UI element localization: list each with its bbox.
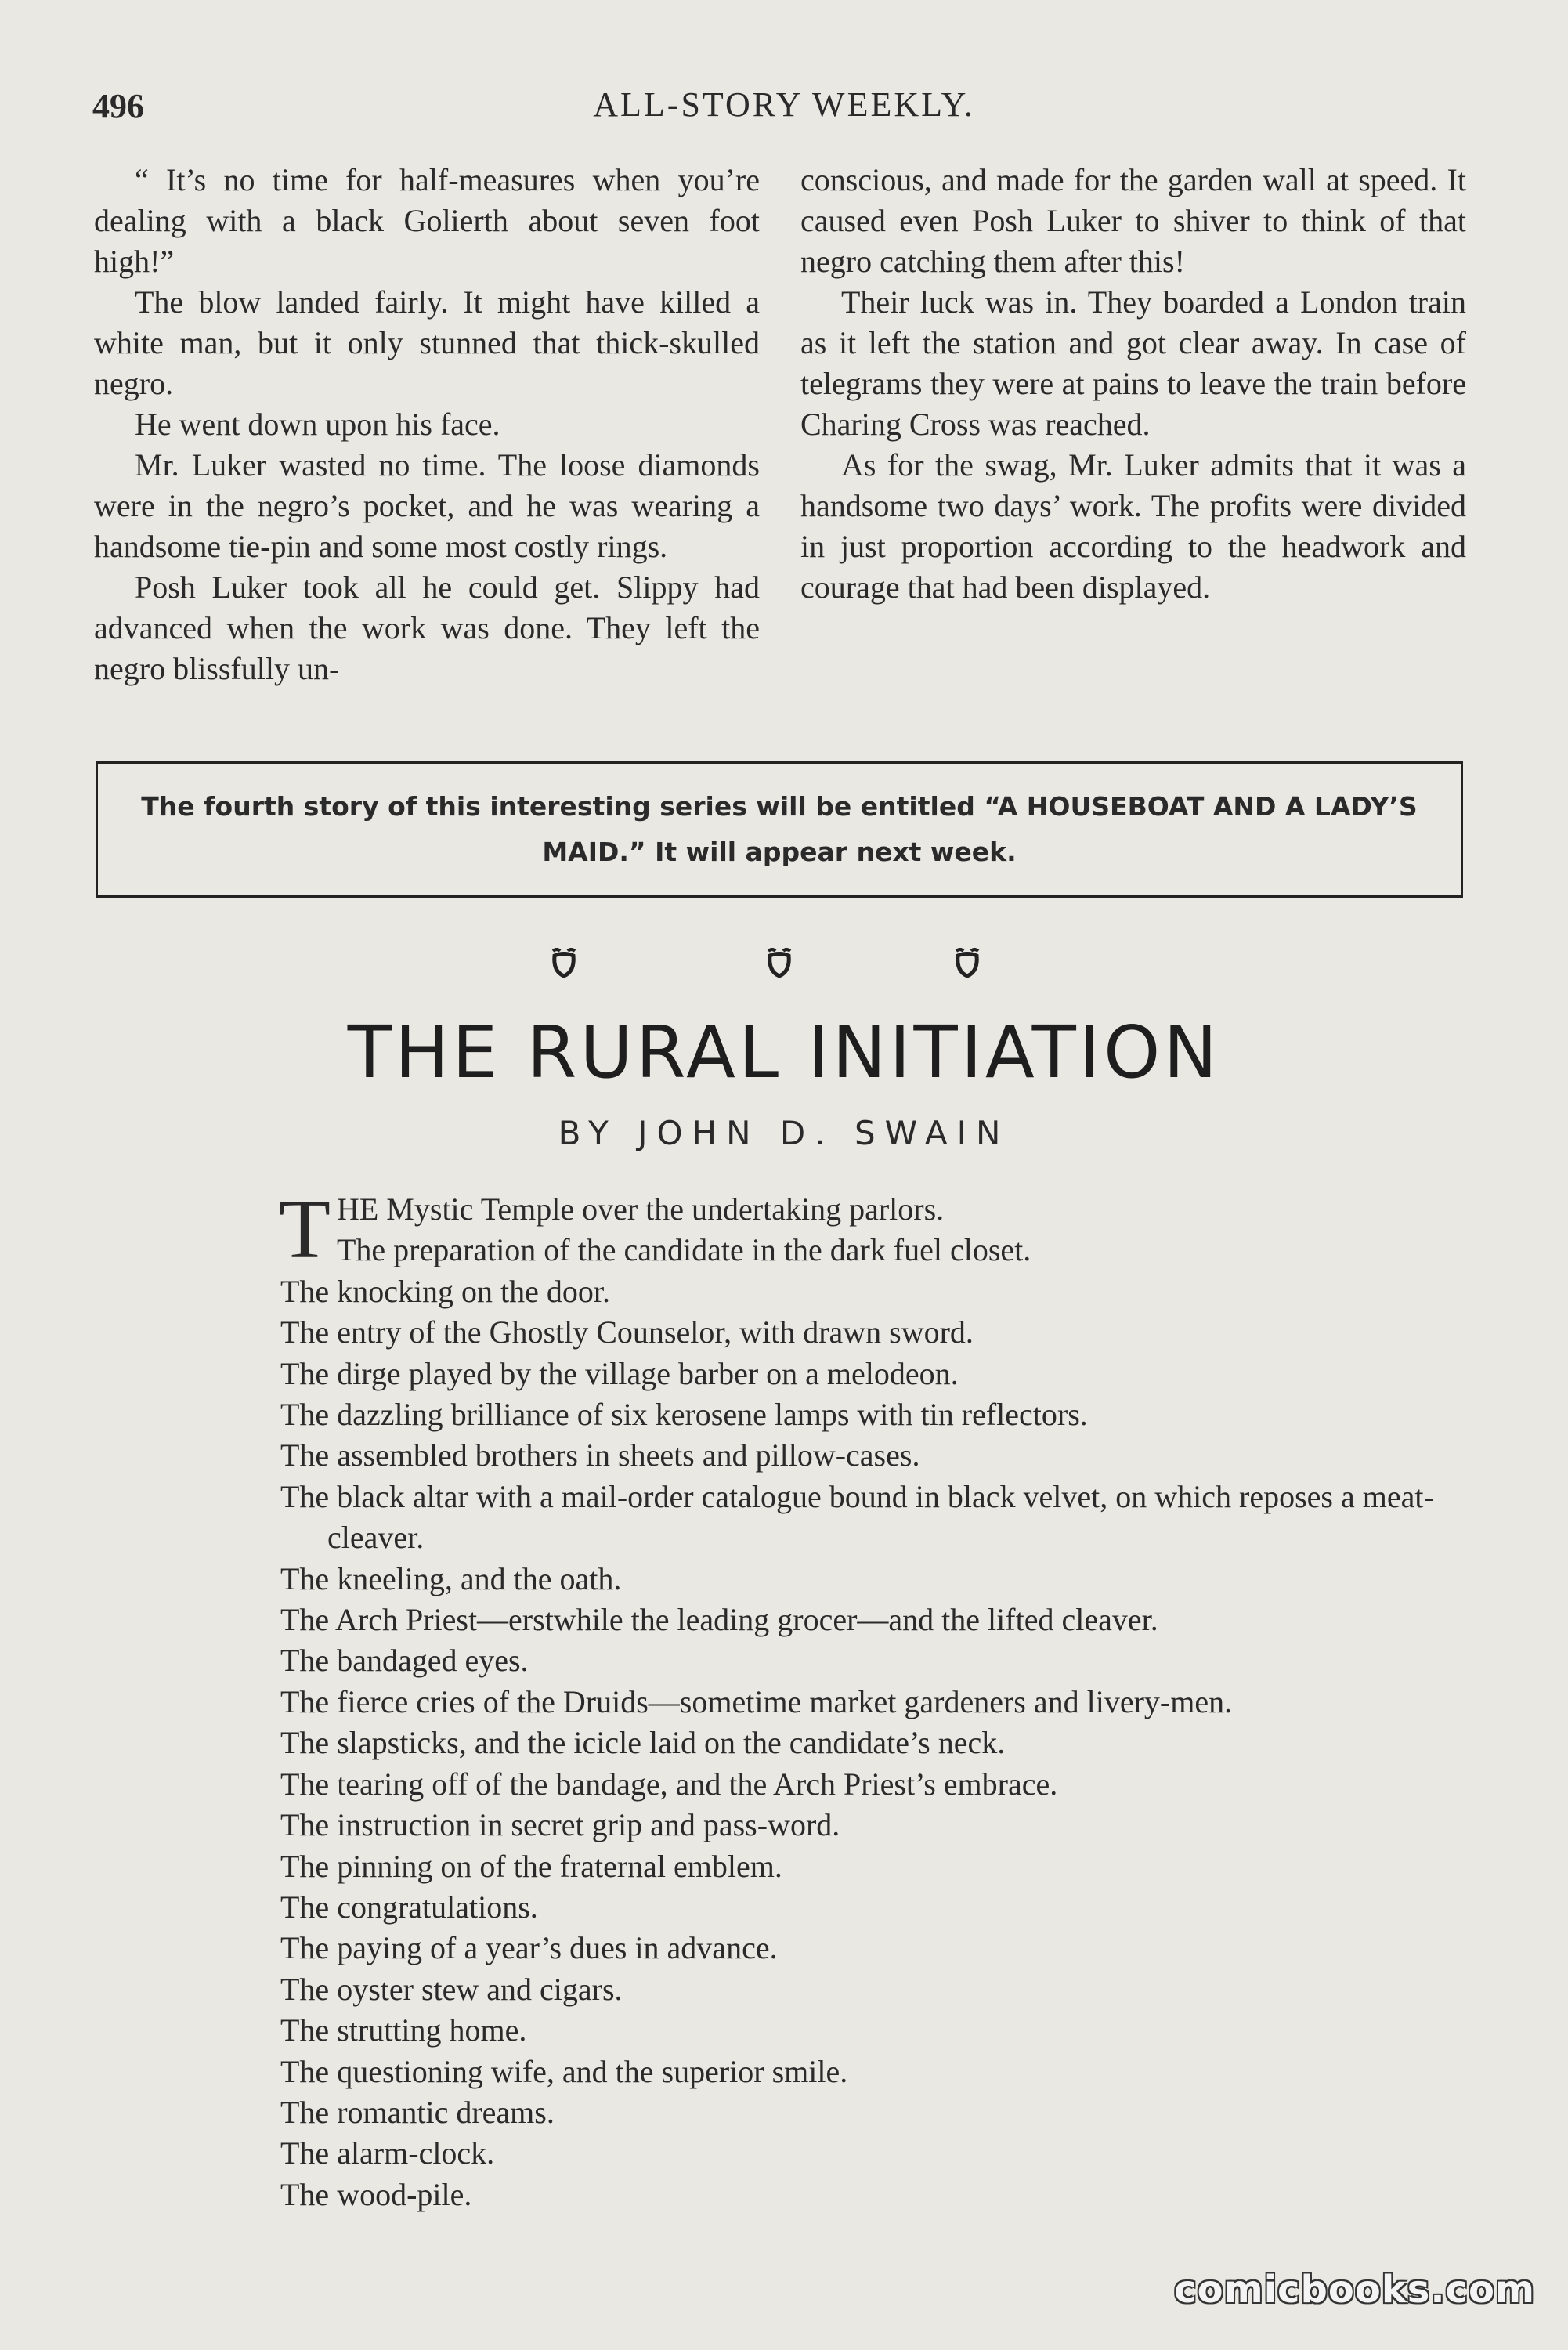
page-number: 496 [92,87,144,125]
story-line: The Arch Priest—erstwhile the leading grocer—and the lifted cleaver. [280,1602,1158,1638]
paragraph: conscious, and made for the garden wall at speed. It caused even Posh Luker to shiver to think of that negro catching them after this! [800,162,1466,279]
story-line: The instruction in secret grip and pass-word. [280,1807,840,1843]
paragraph: The blow landed fairly. It might have killed a white man, but it only stunned that thick-skulled negro. [94,284,760,401]
notice-text: The fourth story of this interesting series will be entitled “A HOUSEBOAT AND A LADY’S MAID.” It will appear next week. [141,791,1418,867]
ornament-icon [551,948,577,979]
story-line: The questioning wife, and the superior smile. [280,2053,848,2089]
ornament-icon [766,948,793,979]
watermark: comicbooks.com [1174,2268,1535,2312]
story-line: The entry of the Ghostly Counselor, with drawn sword. [280,1314,974,1350]
story-line: The paying of a year’s dues in advance. [280,1930,778,1966]
story-body [279,1183,1479,2215]
byline: BY JOHN D. SWAIN [558,1114,1010,1152]
first-line [279,1183,1479,1276]
story-line: The knocking on the door. [280,1273,611,1309]
story-line: The black altar with a mail-order catalogue bound in black velvet, on which reposes a meat-cleaver. [280,1478,1434,1556]
ornament-icon [954,948,981,979]
story-line: The strutting home. [280,2012,527,2048]
story-line: The fierce cries of the Druids—sometime market gardeners and livery-men. [280,1683,1233,1719]
story-line: The wood-pile. [280,2176,472,2212]
story-line: The assembled brothers in sheets and pillow-cases. [280,1437,920,1473]
line-text: The preparation of the candidate in the dark fuel closet. [336,1232,1031,1268]
story-line: The alarm-clock. [280,2135,495,2171]
story-line: The oyster stew and cigars. [280,1971,623,2007]
story-title: THE RURAL INITIATION [347,1010,1221,1094]
next-story-notice [96,761,1463,898]
story-line: The dirge played by the village barber on a melodeon. [280,1355,959,1391]
story-line: The dazzling brilliance of six kerosene lamps with tin reflectors. [280,1397,1088,1433]
paragraph: He went down upon his face. [135,407,500,442]
left-column [94,160,760,689]
paragraph: As for the swag, Mr. Luker admits that it was a handsome two days’ work. The profits were divided in just proportion according to the headwork and courage that had been displayed. [800,447,1466,605]
story-line: The slapsticks, and the icicle laid on the candidate’s neck. [280,1725,1006,1761]
story-line: The tearing off of the bandage, and the Arch Priest’s embrace. [280,1766,1058,1802]
story-line: The pinning on of the fraternal emblem. [280,1848,782,1884]
right-column [800,160,1466,608]
story-line: The romantic dreams. [280,2094,555,2130]
drop-cap: T [279,1183,331,1276]
running-title: ALL-STORY WEEKLY. [593,85,975,124]
story-line: The kneeling, and the oath. [280,1560,622,1596]
story-line: The congratulations. [280,1889,538,1925]
paragraph: Their luck was in. They boarded a London train as it left the station and got clear away. In case of telegrams they were at pains to leave the train before Charing Cross was reached. [800,284,1466,442]
paragraph: “ It’s no time for half-measures when you’re dealing with a black Golierth about seven foot high!” [94,162,760,279]
line-text: HE Mystic Temple over the undertaking parlors. [336,1191,945,1227]
paragraph: Posh Luker took all he could get. Slippy had advanced when the work was done. They left the negro blissfully un- [94,569,760,686]
paragraph: Mr. Luker wasted no time. The loose diamonds were in the negro’s pocket, and he was wearing a handsome tie-pin and some most costly rings. [94,447,760,564]
ornament-divider [0,948,1568,982]
story-line: The bandaged eyes. [280,1643,529,1679]
